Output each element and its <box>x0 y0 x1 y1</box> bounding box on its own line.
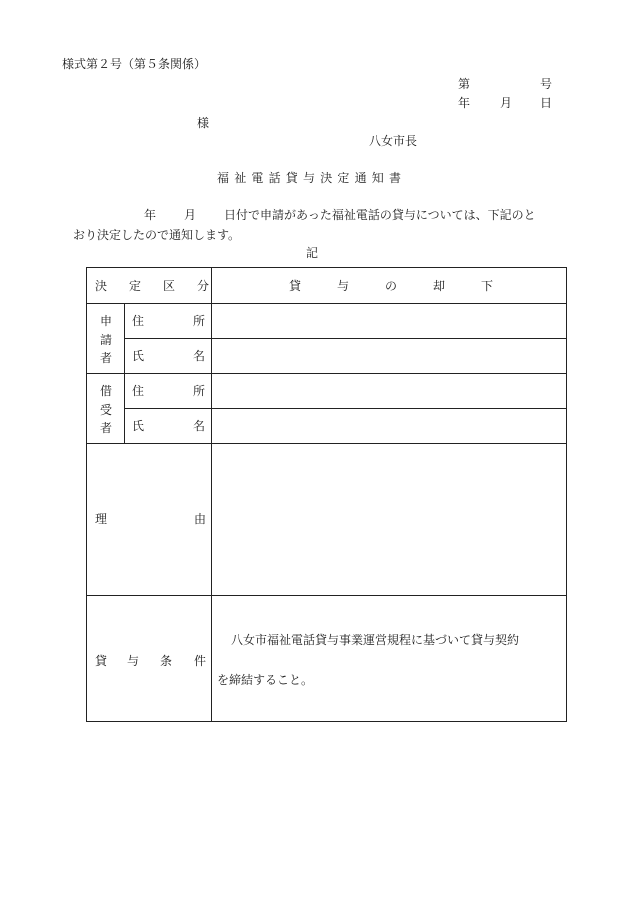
borrower-name-label-char: 名 <box>193 419 206 433</box>
column-divider <box>211 268 212 721</box>
body-year-label: 年 <box>144 208 157 222</box>
applicant-label <box>100 312 112 368</box>
decision-header-char: 分 <box>197 279 210 293</box>
date-month-label: 月 <box>500 96 513 110</box>
reason-label-char: 理 <box>95 512 108 526</box>
decision-header-char: 区 <box>163 279 176 293</box>
conditions-header-char: 条 <box>160 654 173 668</box>
conditions-header-char: 貸 <box>95 654 108 668</box>
conditions-text-line2: を締結すること。 <box>217 673 314 687</box>
form-number-label: 様式第２号（第５条関係） <box>62 57 207 71</box>
row-divider <box>87 443 566 444</box>
applicant-address-label-char: 住 <box>132 314 145 328</box>
decision-value-char: 貸 <box>289 279 302 293</box>
date-year-label: 年 <box>458 96 471 110</box>
row-divider <box>124 338 566 339</box>
decision-header-char: 決 <box>95 279 108 293</box>
applicant-label-char: 申 <box>100 314 113 328</box>
column-divider <box>124 303 125 443</box>
conditions-text-line1: 八女市福祉電話貸与事業運営規程に基づいて貸与契約 <box>231 633 520 647</box>
borrower-label-char: 受 <box>100 402 113 417</box>
decision-value-char: 与 <box>337 279 350 293</box>
body-text-line2: おり決定したので通知します。 <box>73 228 241 242</box>
row-divider <box>87 303 566 304</box>
decision-value-char: 下 <box>481 279 494 293</box>
decision-table <box>86 267 567 722</box>
applicant-address-label-char: 所 <box>193 314 206 328</box>
date-day-label: 日 <box>540 96 553 110</box>
issuer-name: 八女市長 <box>369 134 418 148</box>
reason-label-char: 由 <box>194 512 207 526</box>
document-number-prefix: 第 <box>458 77 471 91</box>
row-divider <box>87 373 566 374</box>
borrower-label <box>100 382 112 438</box>
applicant-name-label-char: 名 <box>193 349 206 363</box>
applicant-name-label-char: 氏 <box>132 349 145 363</box>
document-number-suffix: 号 <box>540 77 553 91</box>
borrower-name-label-char: 氏 <box>132 419 145 433</box>
row-divider <box>87 595 566 596</box>
borrower-label-char: 借 <box>100 384 113 398</box>
decision-value-char: の <box>385 279 398 293</box>
document-title: 福祉電話貸与決定通知書 <box>217 171 407 185</box>
borrower-address-label-char: 所 <box>193 384 206 398</box>
addressee-suffix: 様 <box>197 116 210 130</box>
decision-header-char: 定 <box>129 279 142 293</box>
conditions-header-char: 件 <box>194 654 207 668</box>
body-text-line1: 日付で申請があった福祉電話の貸与については、下記のと <box>224 208 536 222</box>
applicant-label-char: 請 <box>100 332 113 347</box>
borrower-address-label-char: 住 <box>132 384 145 398</box>
decision-value-char: 却 <box>433 279 446 293</box>
conditions-header-char: 与 <box>127 654 140 668</box>
ki-heading: 記 <box>306 246 319 260</box>
borrower-label-char: 者 <box>100 421 113 436</box>
body-month-label: 月 <box>184 208 197 222</box>
applicant-label-char: 者 <box>100 351 113 366</box>
row-divider <box>124 408 566 409</box>
